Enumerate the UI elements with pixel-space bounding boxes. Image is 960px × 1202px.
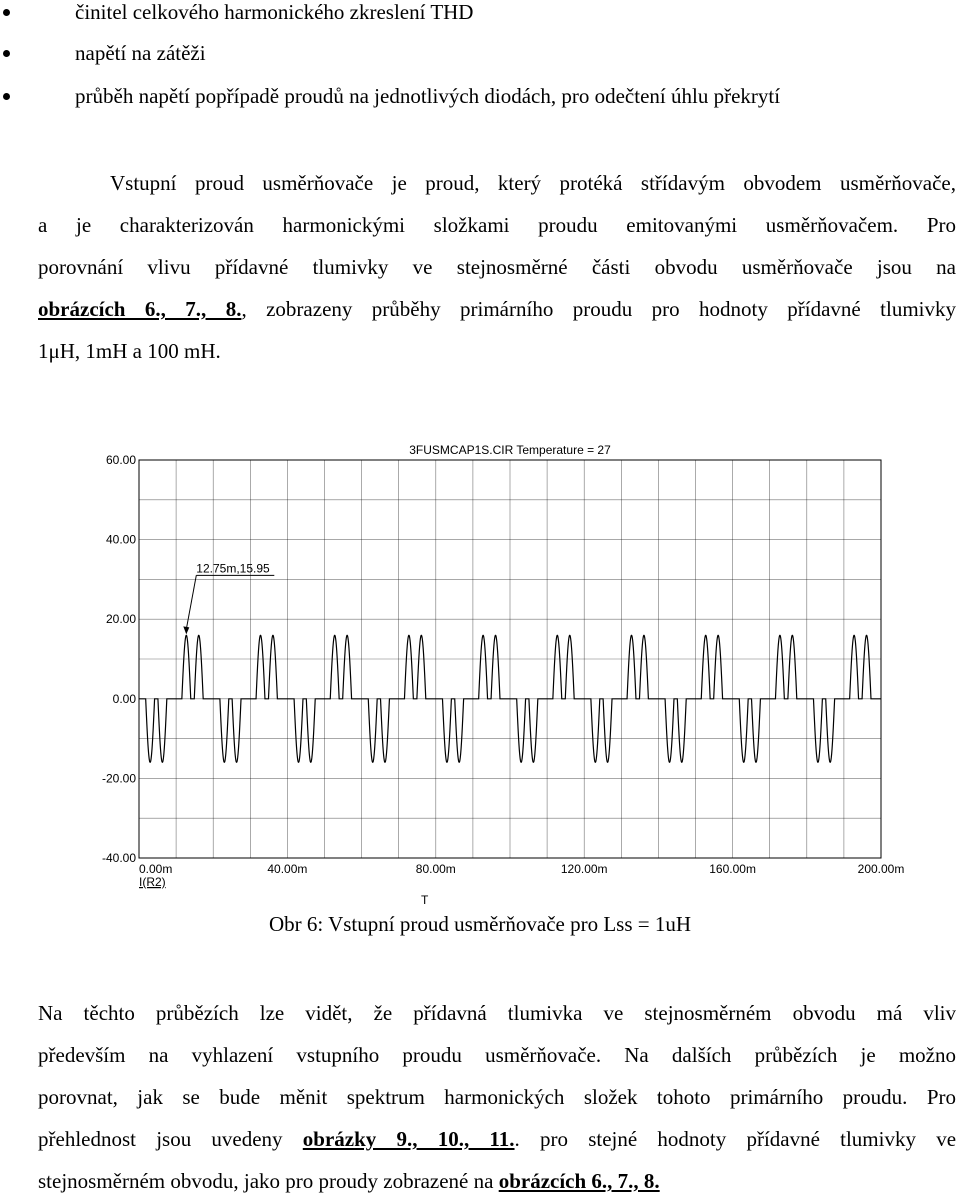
paragraph-line: a je charakterizován harmonickými složkami proudu emitovanými usměrňovačem. Pro — [38, 213, 956, 237]
x-tick-label: 160.00m — [709, 862, 756, 876]
chart-title: 3FUSMCAP1S.CIR Temperature = 27 — [409, 443, 611, 457]
y-tick-label: -20.00 — [101, 771, 136, 786]
y-tick-label: 0.00 — [112, 691, 136, 706]
y-tick-label: 20.00 — [105, 612, 136, 627]
x-tick-label: 200.00m — [857, 862, 905, 876]
paragraph-discussion — [38, 992, 956, 1202]
chart-grid — [139, 460, 881, 858]
paragraph-text: stejnosměrném obvodu, jako pro proudy zobrazené na — [38, 1169, 499, 1193]
bullet-dot-icon — [3, 93, 10, 100]
paragraph-line — [38, 288, 956, 330]
bullet-dot-icon — [3, 9, 10, 16]
paragraph-line — [38, 1160, 956, 1202]
paragraph-intro — [38, 162, 956, 372]
paragraph-line: porovnání vlivu přídavné tlumivky ve stejnosměrné části obvodu usměrňovače jsou na — [38, 255, 956, 279]
figure-caption: Obr 6: Vstupní proud usměrňovače pro Lss = 1uH — [268, 912, 692, 936]
paragraph-line: Na těchto průbězích lze vidět, že přídavná tlumivka ve stejnosměrném obvodu má vliv — [38, 1001, 956, 1025]
paragraph-line: 1μH, 1mH a 100 mH. — [38, 339, 221, 363]
series-label: I(R2) — [139, 875, 166, 889]
paragraph-line: především na vyhlazení vstupního proudu usměrňovače. Na dalších průbězích je možno — [38, 1043, 956, 1067]
x-tick-label: 40.00m — [267, 862, 308, 876]
y-tick-label: 60.00 — [105, 453, 136, 467]
paragraph-text: , zobrazeny průběhy primárního proudu pro hodnoty přídavné tlumivky — [241, 297, 956, 321]
figure-reference-link[interactable]: obrázky 9., 10., 11. — [302, 1127, 515, 1151]
paragraph-text: . pro stejné hodnoty přídavné tlumivky ve — [514, 1127, 957, 1151]
paragraph-line — [38, 1118, 956, 1160]
figure-reference-link[interactable]: obrázcích 6., 7., 8. — [38, 297, 242, 321]
current-waveform-chart — [0, 438, 960, 908]
paragraph-text: přehlednost jsou uvedeny — [38, 1127, 303, 1151]
y-tick-label: -40.00 — [101, 851, 136, 865]
bullet-dot-icon — [3, 50, 10, 57]
x-tick-label: 80.00m — [415, 862, 456, 876]
bullet-text: napětí na zátěži — [75, 41, 206, 65]
figure-reference-link[interactable]: obrázcích 6., 7., 8. — [498, 1169, 660, 1193]
bullet-text: činitel celkového harmonického zkreslení THD — [75, 0, 474, 24]
x-tick-label: 0.00m — [139, 862, 173, 876]
x-tick-label: 120.00m — [560, 862, 608, 876]
paragraph-line: Vstupní proud usměrňovače je proud, který protéká střídavým obvodem usměrňovače, — [110, 171, 956, 195]
x-axis-label: T — [421, 893, 429, 907]
bullet-text: průběh napětí popřípadě proudů na jednotlivých diodách, pro odečtení úhlu překrytí — [75, 84, 781, 108]
annotation-label: 12.75m,15.95 — [196, 561, 270, 576]
paragraph-line: porovnat, jak se bude měnit spektrum harmonických složek tohoto primárního proudu. Pro — [38, 1085, 956, 1109]
y-tick-label: 40.00 — [105, 532, 136, 547]
